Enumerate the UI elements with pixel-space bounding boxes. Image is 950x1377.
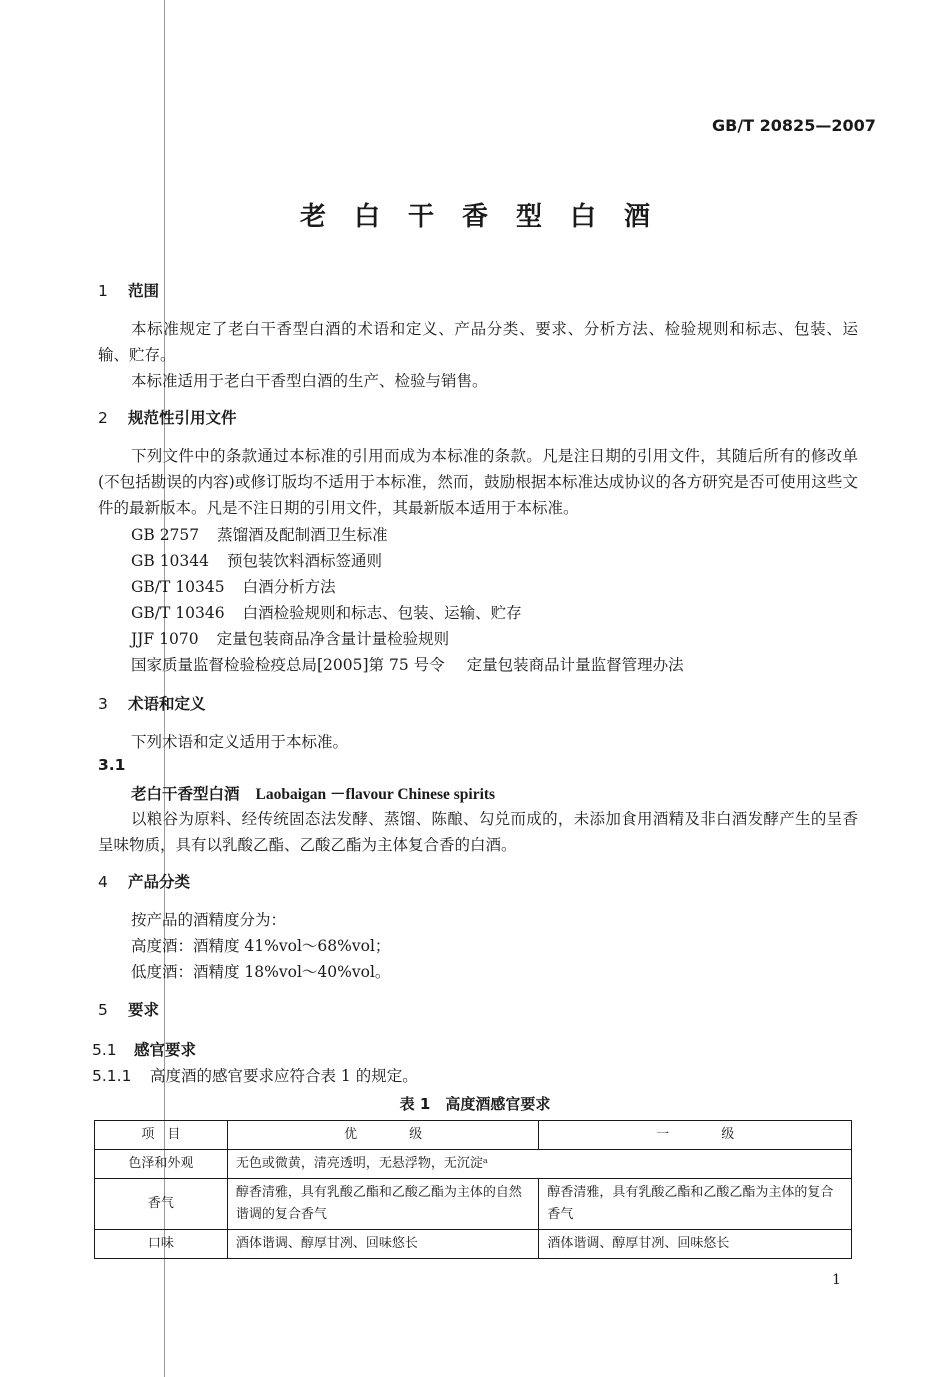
row-premium-value: 醇香清雅，具有乳酸乙酯和乙酸乙酯为主体的自然谐调的复合香气 <box>227 1179 539 1230</box>
section-4-paragraph-3: 低度酒：酒精度 18%vol～40%vol。 <box>131 963 391 981</box>
subsection-5-1-1 <box>92 1064 418 1086</box>
table-row <box>95 1150 852 1179</box>
header-first-grade: 一 级 <box>539 1121 852 1150</box>
row-premium-value: 酒体谐调、醇厚甘冽、回味悠长 <box>227 1230 539 1259</box>
section-title: 要求 <box>128 1001 160 1019</box>
section-3-heading <box>98 692 206 714</box>
row-merged-value: 无色或微黄，清亮透明，无悬浮物，无沉淀ᵃ <box>227 1150 851 1179</box>
section-number: 1 <box>98 282 108 300</box>
reference-item <box>131 627 449 649</box>
reference-name: 定量包装商品计量监督管理办法 <box>466 656 684 674</box>
row-item: 色泽和外观 <box>95 1150 228 1179</box>
table-1-caption: 表 1 高度酒感官要求 <box>399 1095 551 1113</box>
section-number: 5 <box>98 1001 108 1019</box>
reference-code: GB/T 10346 <box>131 604 225 622</box>
document-title: 老白干香型白酒 <box>299 202 678 232</box>
term-chinese: 老白干香型白酒 <box>131 785 240 803</box>
section-number: 5.1.1 <box>92 1067 132 1085</box>
section-number: 4 <box>98 873 108 891</box>
section-title: 术语和定义 <box>128 695 206 713</box>
table-header-row <box>95 1121 852 1150</box>
section-3-paragraph-1: 下列术语和定义适用于本标准。 <box>131 733 349 751</box>
reference-name: 蒸馏酒及配制酒卫生标准 <box>217 526 388 544</box>
row-first-value: 酒体谐调、醇厚甘冽、回味悠长 <box>539 1230 852 1259</box>
reference-code: GB 10344 <box>131 552 210 570</box>
section-number: 5.1 <box>92 1041 117 1059</box>
row-first-value: 醇香清雅，具有乳酸乙酯和乙酸乙酯为主体的复合香气 <box>539 1179 852 1230</box>
section-1-paragraph-1: 本标准规定了老白干香型白酒的术语和定义、产品分类、要求、分析方法、检验规则和标志、包装、运输、贮存。 <box>98 320 858 364</box>
term-definition: 以粮谷为原料、经传统固态法发酵、蒸馏、陈酿、勾兑而成的，未添加食用酒精及非白酒发酵产生的呈香呈味物质，具有以乳酸乙酯、乙酸乙酯为主体复合香的白酒。 <box>98 810 858 854</box>
section-title: 规范性引用文件 <box>128 409 237 427</box>
reference-item <box>131 575 336 597</box>
header-item: 项 目 <box>95 1121 228 1150</box>
reference-name: 定量包装商品净含量计量检验规则 <box>216 630 450 648</box>
section-1-paragraph-2: 本标准适用于老白干香型白酒的生产、检验与销售。 <box>131 372 488 390</box>
section-4-paragraph-1: 按产品的酒精度分为： <box>131 911 287 929</box>
section-4-heading <box>98 870 190 892</box>
page-number: 1 <box>832 1272 841 1288</box>
section-number: 3 <box>98 695 108 713</box>
section-4-paragraph-2: 高度酒：酒精度 41%vol～68%vol； <box>131 937 391 955</box>
reference-item <box>131 549 382 571</box>
reference-item <box>131 601 522 623</box>
table-row <box>95 1179 852 1230</box>
subsection-3-1-number: 3.1 <box>98 756 126 774</box>
reference-code: GB 2757 <box>131 526 200 544</box>
header-premium-grade: 优 级 <box>227 1121 539 1150</box>
section-title: 范围 <box>128 282 160 300</box>
section-2-paragraph-1: 下列文件中的条款通过本标准的引用而成为本标准的条款。凡是注日期的引用文件，其随后所有的修改单(不包括勘误的内容)或修订版均不适用于本标准，然而，鼓励根据本标准达成协议的各方研究是否可使用这些文件的最新版本。凡是不注日期的引用文件，其最新版本适用于本标准。 <box>98 447 858 517</box>
subsection-5-1-heading <box>92 1038 196 1060</box>
row-item: 口味 <box>95 1230 228 1259</box>
term-entry <box>131 782 495 804</box>
reference-code: GB/T 10345 <box>131 578 225 596</box>
reference-name: 预包装饮料酒标签通则 <box>227 552 383 570</box>
section-2-heading <box>98 406 237 428</box>
section-title: 感官要求 <box>134 1041 197 1059</box>
reference-name: 白酒检验规则和标志、包装、运输、贮存 <box>242 604 522 622</box>
section-number: 2 <box>98 409 108 427</box>
reference-item <box>131 523 388 545</box>
standard-number: GB/T 20825—2007 <box>712 116 876 135</box>
table-row <box>95 1230 852 1259</box>
term-english: Laobaigan －flavour Chinese spirits <box>255 786 496 803</box>
reference-item <box>131 653 684 675</box>
section-5-heading <box>98 998 159 1020</box>
reference-code: 国家质量监督检验检疫总局[2005]第 75 号令 <box>131 656 445 674</box>
reference-code: JJF 1070 <box>131 630 199 648</box>
reference-name: 白酒分析方法 <box>242 578 336 596</box>
table-1-sensory-requirements <box>94 1120 852 1259</box>
subsection-text: 高度酒的感官要求应符合表 1 的规定。 <box>150 1067 418 1085</box>
section-1-heading <box>98 279 159 301</box>
section-title: 产品分类 <box>128 873 191 891</box>
row-item: 香气 <box>95 1179 228 1230</box>
